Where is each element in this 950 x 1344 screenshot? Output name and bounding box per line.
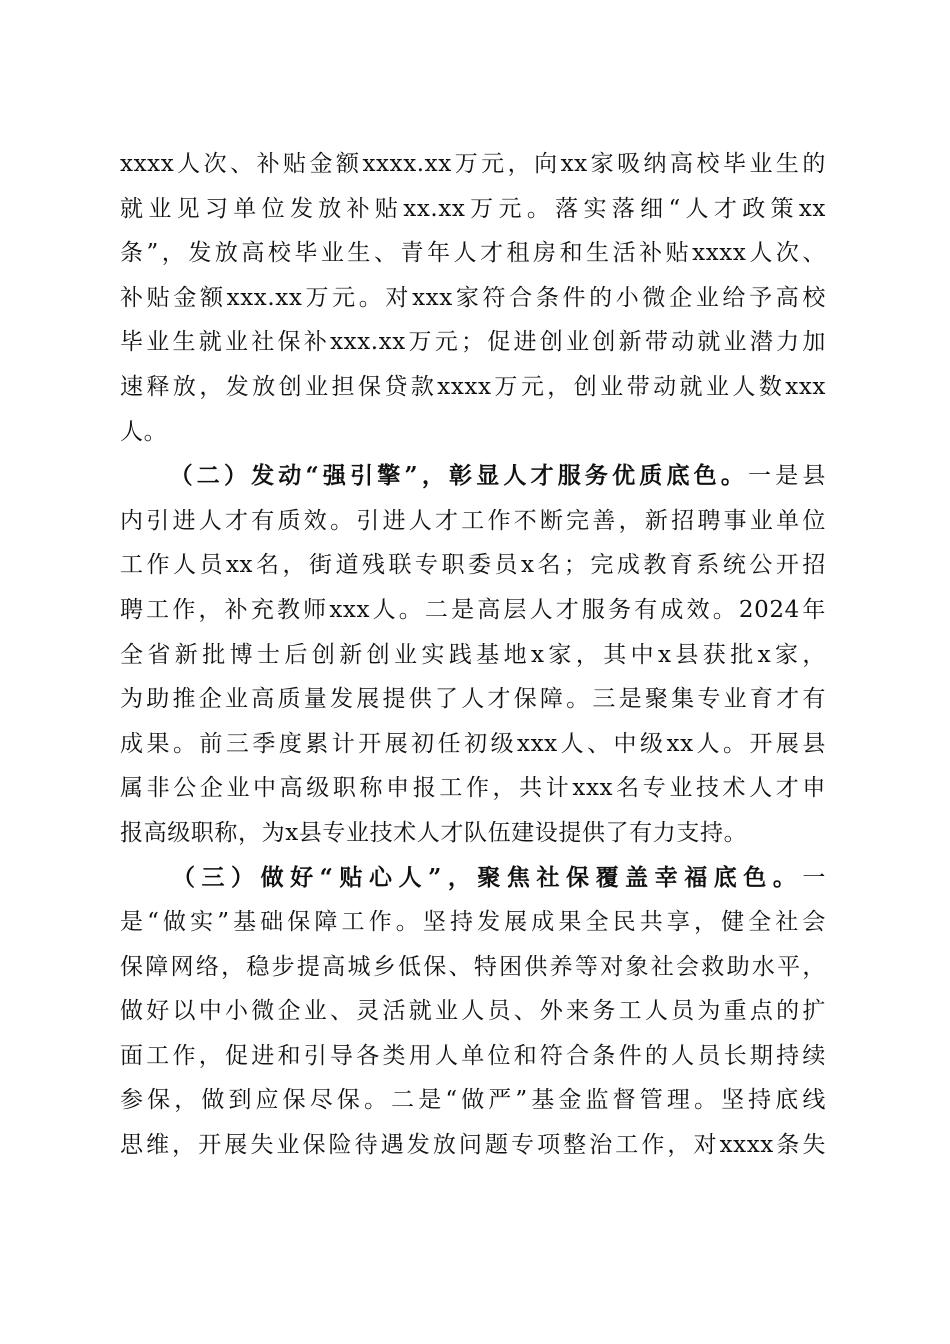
paragraph-3-line-2: 是“做实”基础保障工作。坚持发展成果全民共享，健全社会 <box>120 909 826 936</box>
paragraph-2-line-8: 属非公企业中高级职称申报工作，共计xxx名专业技术人才申 <box>120 775 826 802</box>
paragraph-3-line-6: 参保，做到应保尽保。二是“做严”基金监督管理。坚持底线 <box>120 1087 826 1114</box>
paragraph-1-line-3: 条”，发放高校毕业生、青年人才租房和生活补贴xxxx人次、 <box>120 240 826 267</box>
document-body <box>120 142 826 1168</box>
paragraph-2-line-5: 全省新批博士后创新创业实践基地x家，其中x县获批x家， <box>120 641 826 668</box>
paragraph-2-line-6: 为助推企业高质量发展提供了人才保障。三是聚集专业育才有 <box>120 686 826 713</box>
paragraph-2-line-9: 报高级职称，为x县专业技术人才队伍建设提供了有力支持。 <box>120 819 748 846</box>
paragraph-3-line-4: 做好以中小微企业、灵活就业人员、外来务工人员为重点的扩 <box>120 998 826 1025</box>
paragraph-1-line-7: 人。 <box>120 418 168 445</box>
paragraph-3-line-7: 思维，开展失业保险待遇发放问题专项整治工作，对xxxx条失 <box>120 1132 826 1159</box>
section-heading-2: （二）发动“强引擎”，彰显人才服务优质底色。 <box>166 462 749 490</box>
paragraph-2-line-1 <box>120 454 826 499</box>
paragraph-1-line-2: 就业见习单位发放补贴xx.xx万元。落实落细“人才政策xx <box>120 195 826 222</box>
paragraph-2-line-4: 聘工作，补充教师xxx人。二是高层人才服务有成效。2024年 <box>120 596 826 623</box>
paragraph-1-line-5: 毕业生就业社保补xxx.xx万元；促进创业创新带动就业潜力加 <box>120 329 826 356</box>
paragraph-3 <box>120 856 826 1168</box>
paragraph-2-line-7: 成果。前三季度累计开展初任初级xxx人、中级xx人。开展县 <box>120 730 826 757</box>
paragraph-3-line-1 <box>120 856 826 901</box>
paragraph-1-line-1: xxxx人次、补贴金额xxxx.xx万元，向xx家吸纳高校毕业生的 <box>120 151 826 177</box>
section-heading-3: （三）做好“贴心人”，聚焦社保覆盖幸福底色。 <box>166 863 803 891</box>
paragraph-3-line-5: 面工作，促进和引导各类用人单位和符合条件的人员长期持续 <box>120 1042 826 1069</box>
paragraph-3-line-1-text: 一 <box>802 864 826 891</box>
paragraph-1 <box>120 142 826 454</box>
paragraph-2-line-1-text: 一是县 <box>748 463 826 490</box>
paragraph-2-line-3: 工作人员xx名，街道残联专职委员x名；完成教育系统公开招 <box>120 552 826 579</box>
paragraph-2-line-2: 内引进人才有质效。引进人才工作不断完善，新招聘事业单位 <box>120 507 826 534</box>
paragraph-1-line-4: 补贴金额xxx.xx万元。对xxx家符合条件的小微企业给予高校 <box>120 284 826 311</box>
paragraph-3-line-3: 保障网络，稳步提高城乡低保、特困供养等对象社会救助水平， <box>120 953 826 980</box>
paragraph-2 <box>120 454 826 855</box>
paragraph-1-line-6: 速释放，发放创业担保贷款xxxx万元，创业带动就业人数xxx <box>120 373 826 400</box>
